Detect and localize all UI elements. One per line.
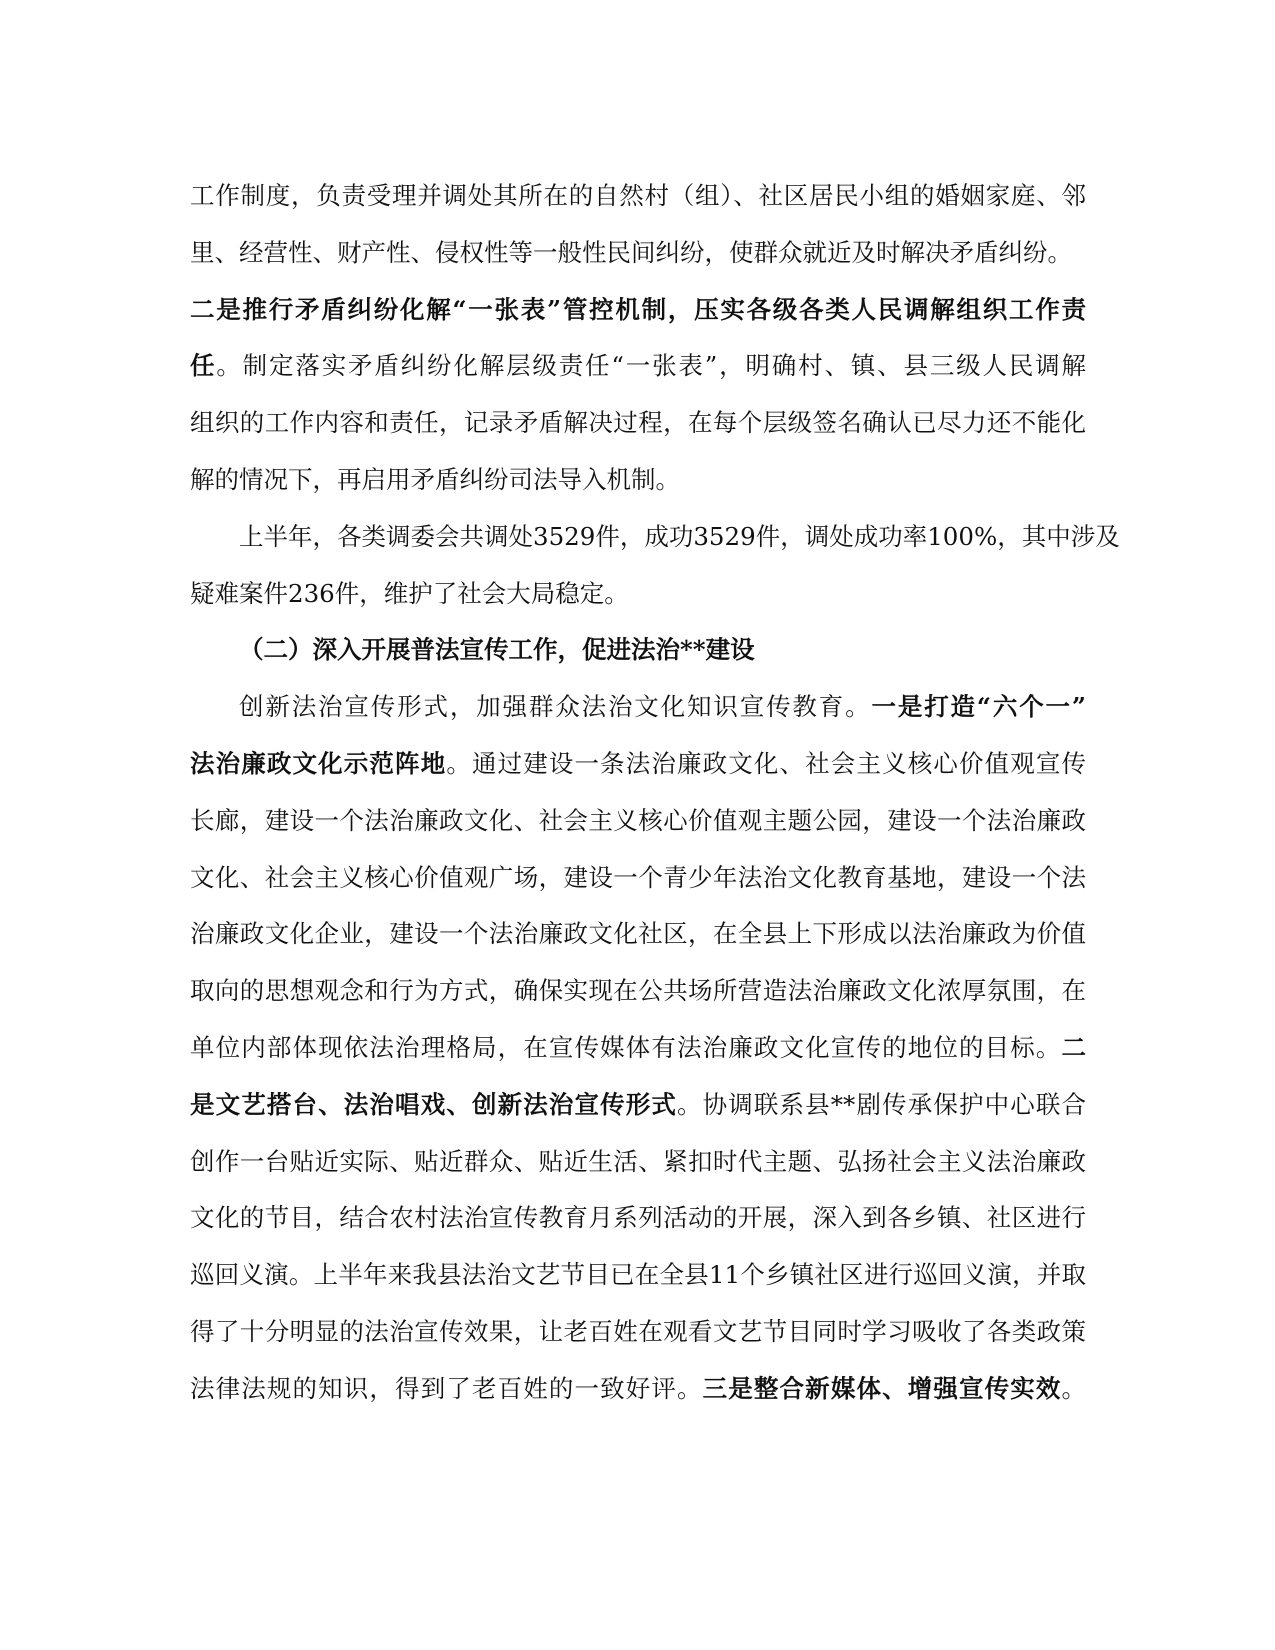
- text-run: 治廉政文化企业，建设一个法治廉政文化社区，在全县上下形成以法治廉政为价值: [190, 919, 1086, 949]
- text-run: 。通过建设一条法治廉政文化、社会主义核心价值观宣传: [446, 748, 1087, 778]
- text-line: [190, 906, 1086, 963]
- text-run: 创作一台贴近实际、贴近群众、贴近生活、紧扣时代主题、弘扬社会主义法治廉政: [190, 1146, 1086, 1176]
- text-run: 上半年，各类调委会共调处3529件，成功3529件，调处成功率100%，其中涉及: [239, 521, 1120, 551]
- text-line: [190, 1304, 1086, 1361]
- bold-heading-run: 法治廉政文化示范阵地: [190, 748, 447, 778]
- text-run: 创新法治宣传形式，加强群众法治文化知识宣传教育。: [239, 692, 872, 722]
- text-line: [190, 225, 1086, 282]
- document-page: [190, 168, 1120, 1418]
- text-line: [190, 452, 1086, 509]
- text-run: 巡回义演。上半年来我县法治文艺节目已在全县11个乡镇社区进行巡回义演，并取: [190, 1260, 1086, 1290]
- bold-heading-run: 二是推行矛盾纠纷化解“一张表”管控机制，压实各级各类人民调解组织工作责: [190, 294, 1086, 324]
- bold-heading-run: 任: [190, 351, 217, 381]
- text-line: [190, 793, 1086, 850]
- text-line: [190, 168, 1086, 225]
- text-run: 组织的工作内容和责任，记录矛盾解决过程，在每个层级签名确认已尽力还不能化: [190, 408, 1086, 438]
- text-run: 疑难案件236件，维护了社会大局稳定。: [190, 578, 629, 608]
- text-run: 解的情况下，再启用矛盾纠纷司法导入机制。: [190, 464, 680, 494]
- text-line: [190, 395, 1086, 452]
- text-line: [190, 1134, 1086, 1191]
- text-line: [190, 963, 1086, 1020]
- text-run: 。: [1061, 1373, 1087, 1403]
- text-line: [190, 1020, 1086, 1077]
- text-run: 得了十分明显的法治宣传效果，让老百姓在观看文艺节目同时学习吸收了各类政策: [190, 1316, 1086, 1346]
- text-line: [190, 282, 1086, 339]
- text-line: [190, 1190, 1086, 1247]
- text-line: [190, 736, 1086, 793]
- text-run: 文化的节目，结合农村法治宣传教育月系列活动的开展，深入到各乡镇、社区进行: [190, 1203, 1086, 1233]
- section-heading: [190, 622, 1086, 679]
- text-line: [190, 566, 1086, 623]
- text-run: 取向的思想观念和行为方式，确保实现在公共场所营造法治廉政文化浓厚氛围，在: [190, 976, 1086, 1006]
- bold-heading-run: 二: [1061, 1032, 1086, 1062]
- text-run: 。协调联系县**剧传承保护中心联合: [677, 1089, 1086, 1119]
- text-run: 文化、社会主义核心价值观广场，建设一个青少年法治文化教育基地，建设一个法: [190, 862, 1086, 892]
- text-line: [190, 509, 1120, 566]
- text-run: 长廊，建设一个法治廉政文化、社会主义核心价值观主题公园，建设一个法治廉政: [190, 805, 1086, 835]
- text-run: 里、经营性、财产性、侵权性等一般性民间纠纷，使群众就近及时解决矛盾纠纷。: [190, 237, 1072, 267]
- bold-heading-run: 一是打造“六个一”: [871, 692, 1086, 722]
- bold-heading-run: 是文艺搭台、法治唱戏、创新法治宣传形式: [190, 1089, 678, 1119]
- text-line: [190, 850, 1086, 907]
- text-line: [190, 338, 1086, 395]
- text-line: [190, 1247, 1086, 1304]
- text-run: 法律法规的知识，得到了老百姓的一致好评。: [190, 1373, 703, 1403]
- bold-heading-run: 三是整合新媒体、增强宣传实效: [702, 1373, 1062, 1403]
- text-line: [190, 1077, 1086, 1134]
- text-run: 工作制度，负责受理并调处其所在的自然村（组）、社区居民小组的婚姻家庭、邻: [190, 181, 1086, 210]
- text-run: 。制定落实矛盾纠纷化解层级责任“一张表”，明确村、镇、县三级人民调解: [216, 351, 1087, 381]
- text-line: [190, 679, 1086, 736]
- section-heading-text: （二）深入开展普法宣传工作，促进法治**建设: [239, 635, 755, 665]
- text-run: 单位内部体现依法治理格局，在宣传媒体有法治廉政文化宣传的地位的目标。: [190, 1032, 1062, 1062]
- text-line: [190, 1361, 1086, 1418]
